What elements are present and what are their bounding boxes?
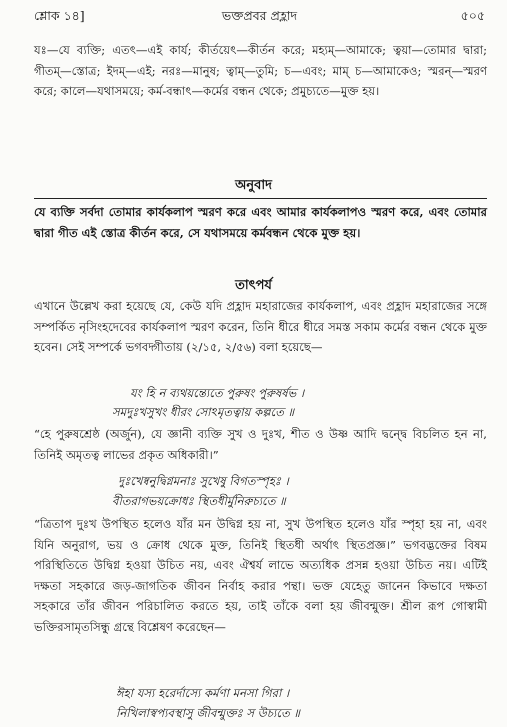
verse-3-line-1: ঈহা যস্য হরের্দাস্যে কর্মণা মনসা গিরা । [116,686,290,700]
purport-paragraph-1: এখানে উল্লেখ করা হয়েছে যে, কেউ যদি প্রহ্লাদ মহারাজের কার্যকলাপ, এবং প্রহ্লাদ মহারাজের সঙ্গে সম্পর্কিত নৃসিংহদেবের কার্যকলাপ স্মরণ করেন, তিনি ধীরে ধীরে সমস্ত সকাম কর্মের বন্ধন থেকে মুক্ত হবেন। সেই সম্পর্কে ভগবদ্গীতায় (২/১৫, ২/৫৬) বলা হয়েছে— [34,299,487,354]
translation-text: যে ব্যক্তি সর্বদা তোমার কার্যকলাপ স্মরণ করে এবং আমার কার্যকলাপও স্মরণ করে, এবং তোমার দ্বারা গীত এই স্তোত্র কীর্তন করে, সে যথাসময়ে কর্মবন্ধন থেকে মুক্ত হয়। [34,205,487,240]
heading-divider [34,198,487,199]
verse-1-line-1: যং হি ন ব্যথয়ন্ত্যেতে পুরুষং পুরুষর্ষভ । [130,386,305,400]
purport-paragraph-3: “ত্রিতাপ দুঃখ উপস্থিত হলেও যাঁর মন উদ্বিগ্ন হয় না, সুখ উপস্থিত হলেও যাঁর স্পৃহা হয় না, এবং যিনি অনুরাগ, ভয় ও ক্রোধ থেকে মুক্ত, তিনিই স্থিতধী অর্থাৎ স্থিতপ্রজ্ঞ।” ভগবদ্ভক্তের বিষম পরিস্থিতিতে উদ্বিগ্ন হওয়া উচিত নয়, এবং ঐশ্বর্য লাভে অত্যধিক প্রসন্ন হওয়া উচিত নয়। এটিই দক্ষতা সহকারে জড়-জাগতিক জীবন নির্বাহ করার পন্থা। ভক্ত যেহেতু জানেন কিভাবে দক্ষতা সহকারে তাঁর জীবন পরিচালিত করতে হয়, তাই তাঁকে বলা হয় জীবন্মুক্ত। শ্রীল রূপ গোস্বামী ভক্তিরসামৃতসিন্ধু গ্রন্থে বিশ্লেষণ করেছেন— [34,517,487,634]
verse-3-line-2: নিখিলাস্বপ্যবস্থাসু জীবন্মুক্তঃ স উচ্যতে ॥ [116,706,300,720]
chapter-title: ভক্তপ্রবর প্রহ্লাদ [221,8,298,23]
translation-heading: অনুবাদ [235,178,272,193]
page-header [34,8,485,28]
page-number: ৫০৫ [460,8,485,23]
verse-2-line-2: বীতরাগভয়ক্রোধঃ স্থিতধীর্মুনিরুচ্যতে ॥ [112,494,286,508]
verse-1-line-2: সমদুঃখসুখং ধীরং সোঽমৃতত্বায় কল্পতে ॥ [112,405,295,419]
word-synonyms: যঃ—যে ব্যক্তি; এতৎ—এই কার্য; কীর্তয়েৎ—কীর্তন করে; মহ্যম্—আমাকে; ত্বয়া—তোমার দ্বারা; গীতম্—স্তোত্র; ইদম্—এই; নরঃ—মানুষ; ত্বাম্—তুমি; চ—এবং; মাম্ চ—আমাকেও; স্মরন্—স্মরণ করে; কালে—যথাসময়ে; কর্ম-বন্ধাৎ—কর্মের বন্ধন থেকে; প্রমুচ্যতে—মুক্ত হয়। [34,43,487,98]
purport-paragraph-2: “হে পুরুষশ্রেষ্ঠ (অর্জুন), যে জ্ঞানী ব্যক্তি সুখ ও দুঃখ, শীত ও উষ্ণ আদি দ্বন্দ্বে বিচলিত হন না, তিনিই অমৃতত্ব লাভের প্রকৃত অধিকারী।” [34,427,487,462]
purport-heading: তাৎপর্য [235,278,272,293]
verse-2-line-1: দুঃখেষ্বনুদ্বিগ্নমনাঃ সুখেষু বিগতস্পৃহঃ । [118,474,289,488]
verse-reference: শ্লোক ১৪] [34,8,85,23]
